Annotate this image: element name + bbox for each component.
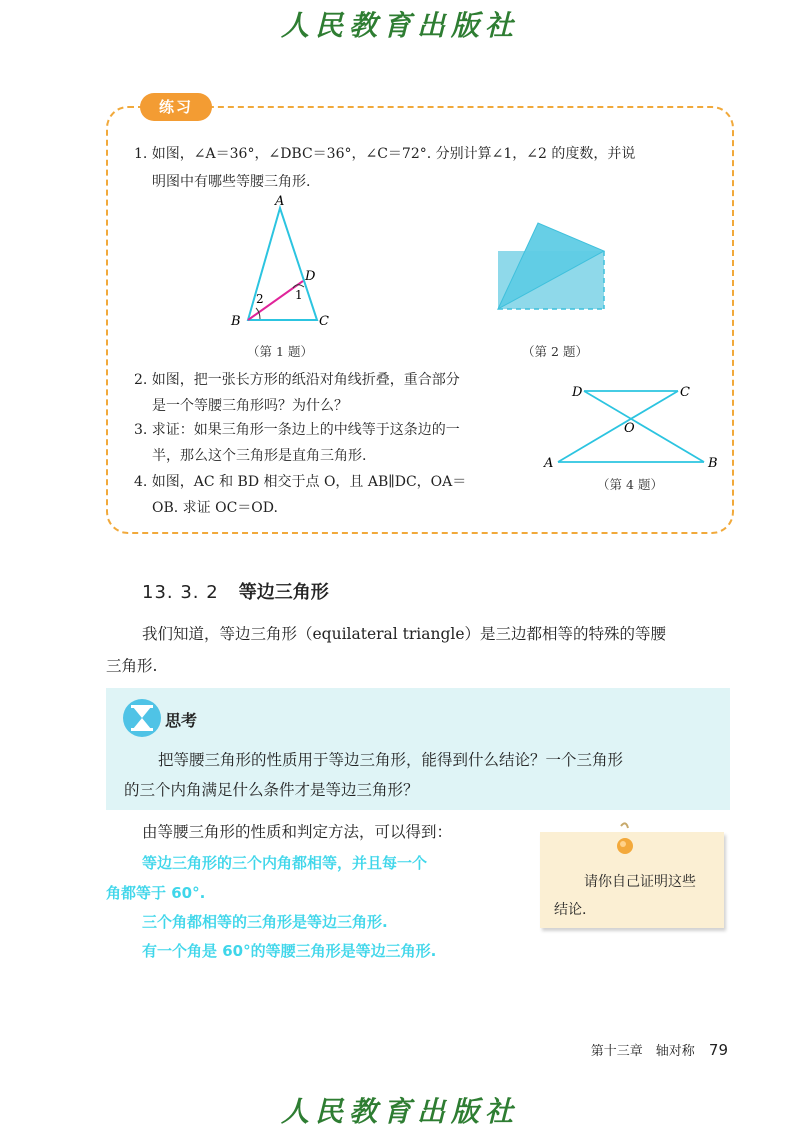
section-number: 13. 3. 2 — [142, 582, 219, 603]
fig4-label-a: A — [544, 456, 554, 471]
conclusion-2: 三个角都相等的三角形是等边三角形. — [142, 913, 388, 931]
publisher-logo-bottom: 人民教育出版社 — [280, 1095, 519, 1128]
note-line-2: 结论. — [554, 902, 587, 918]
section-heading — [142, 578, 329, 604]
fig4-label-o: O — [624, 421, 635, 436]
figure-1-caption: （第 1 题） — [247, 344, 313, 359]
figure-1-triangle — [225, 192, 345, 334]
note-line-1: 请你自己证明这些 — [584, 874, 696, 890]
fig1-label-a: A — [275, 194, 285, 209]
exercise-tag: 练习 — [140, 93, 212, 121]
figure-2-folded-rectangle — [490, 215, 615, 315]
section-title: 等边三角形 — [238, 582, 329, 603]
intro-line-2: 三角形. — [106, 657, 158, 675]
fig1-label-b: B — [231, 314, 241, 329]
fig1-angle-2: 2 — [256, 292, 264, 306]
thinking-hourglass-icon — [122, 698, 162, 738]
page-footer — [591, 1040, 728, 1059]
pushpin-icon — [612, 820, 636, 856]
question-3-line-2: 半，那么这个三角形是直角三角形. — [152, 448, 367, 464]
question-4-line-2: OB. 求证 OC＝OD. — [152, 500, 278, 516]
conclusions-lead: 由等腰三角形的性质和判定方法，可以得到： — [142, 823, 453, 841]
fig4-label-b: B — [708, 456, 718, 471]
fig1-label-d: D — [305, 269, 316, 284]
question-2-line-2: 是一个等腰三角形吗？为什么？ — [152, 398, 348, 414]
intro-line-1: 我们知道，等边三角形（equilateral triangle）是三边都相等的特殊的等腰 — [142, 625, 667, 643]
think-line-2: 的三个内角满足什么条件才是等边三角形？ — [124, 781, 419, 799]
question-1-line-2: 明图中有哪些等腰三角形. — [152, 174, 311, 190]
figure-4-caption: （第 4 题） — [597, 477, 663, 492]
think-title: 思考 — [165, 711, 198, 730]
question-1-line-1: 1. 如图，∠A＝36°，∠DBC＝36°，∠C＝72°. 分别计算∠1，∠2 的度数，并说 — [134, 146, 636, 162]
fig1-angle-1: 1 — [295, 288, 303, 302]
publisher-logo-top: 人民教育出版社 — [280, 9, 519, 42]
conclusion-1-line-2: 角都等于 60°. — [106, 884, 206, 902]
chapter-label: 第十三章 轴对称 — [590, 1044, 695, 1059]
fig1-label-c: C — [319, 314, 329, 329]
fig4-label-d: D — [572, 385, 583, 400]
page-number: 79 — [708, 1041, 728, 1059]
question-3-line-1: 3. 求证：如果三角形一条边上的中线等于这条边的一 — [134, 422, 460, 438]
figure-2-caption: （第 2 题） — [522, 344, 588, 359]
figure-4-crossing-lines — [540, 380, 720, 472]
conclusion-3: 有一个角是 60°的等腰三角形是等边三角形. — [142, 942, 437, 960]
think-line-1: 把等腰三角形的性质用于等边三角形，能得到什么结论？一个三角形 — [158, 751, 624, 769]
fig4-label-c: C — [680, 385, 690, 400]
conclusion-1-line-1: 等边三角形的三个内角都相等，并且每一个 — [142, 854, 428, 872]
question-2-line-1: 2. 如图，把一张长方形的纸沿对角线折叠，重合部分 — [134, 372, 460, 388]
question-4-line-1: 4. 如图，AC 和 BD 相交于点 O，且 AB∥DC，OA＝ — [134, 474, 467, 490]
